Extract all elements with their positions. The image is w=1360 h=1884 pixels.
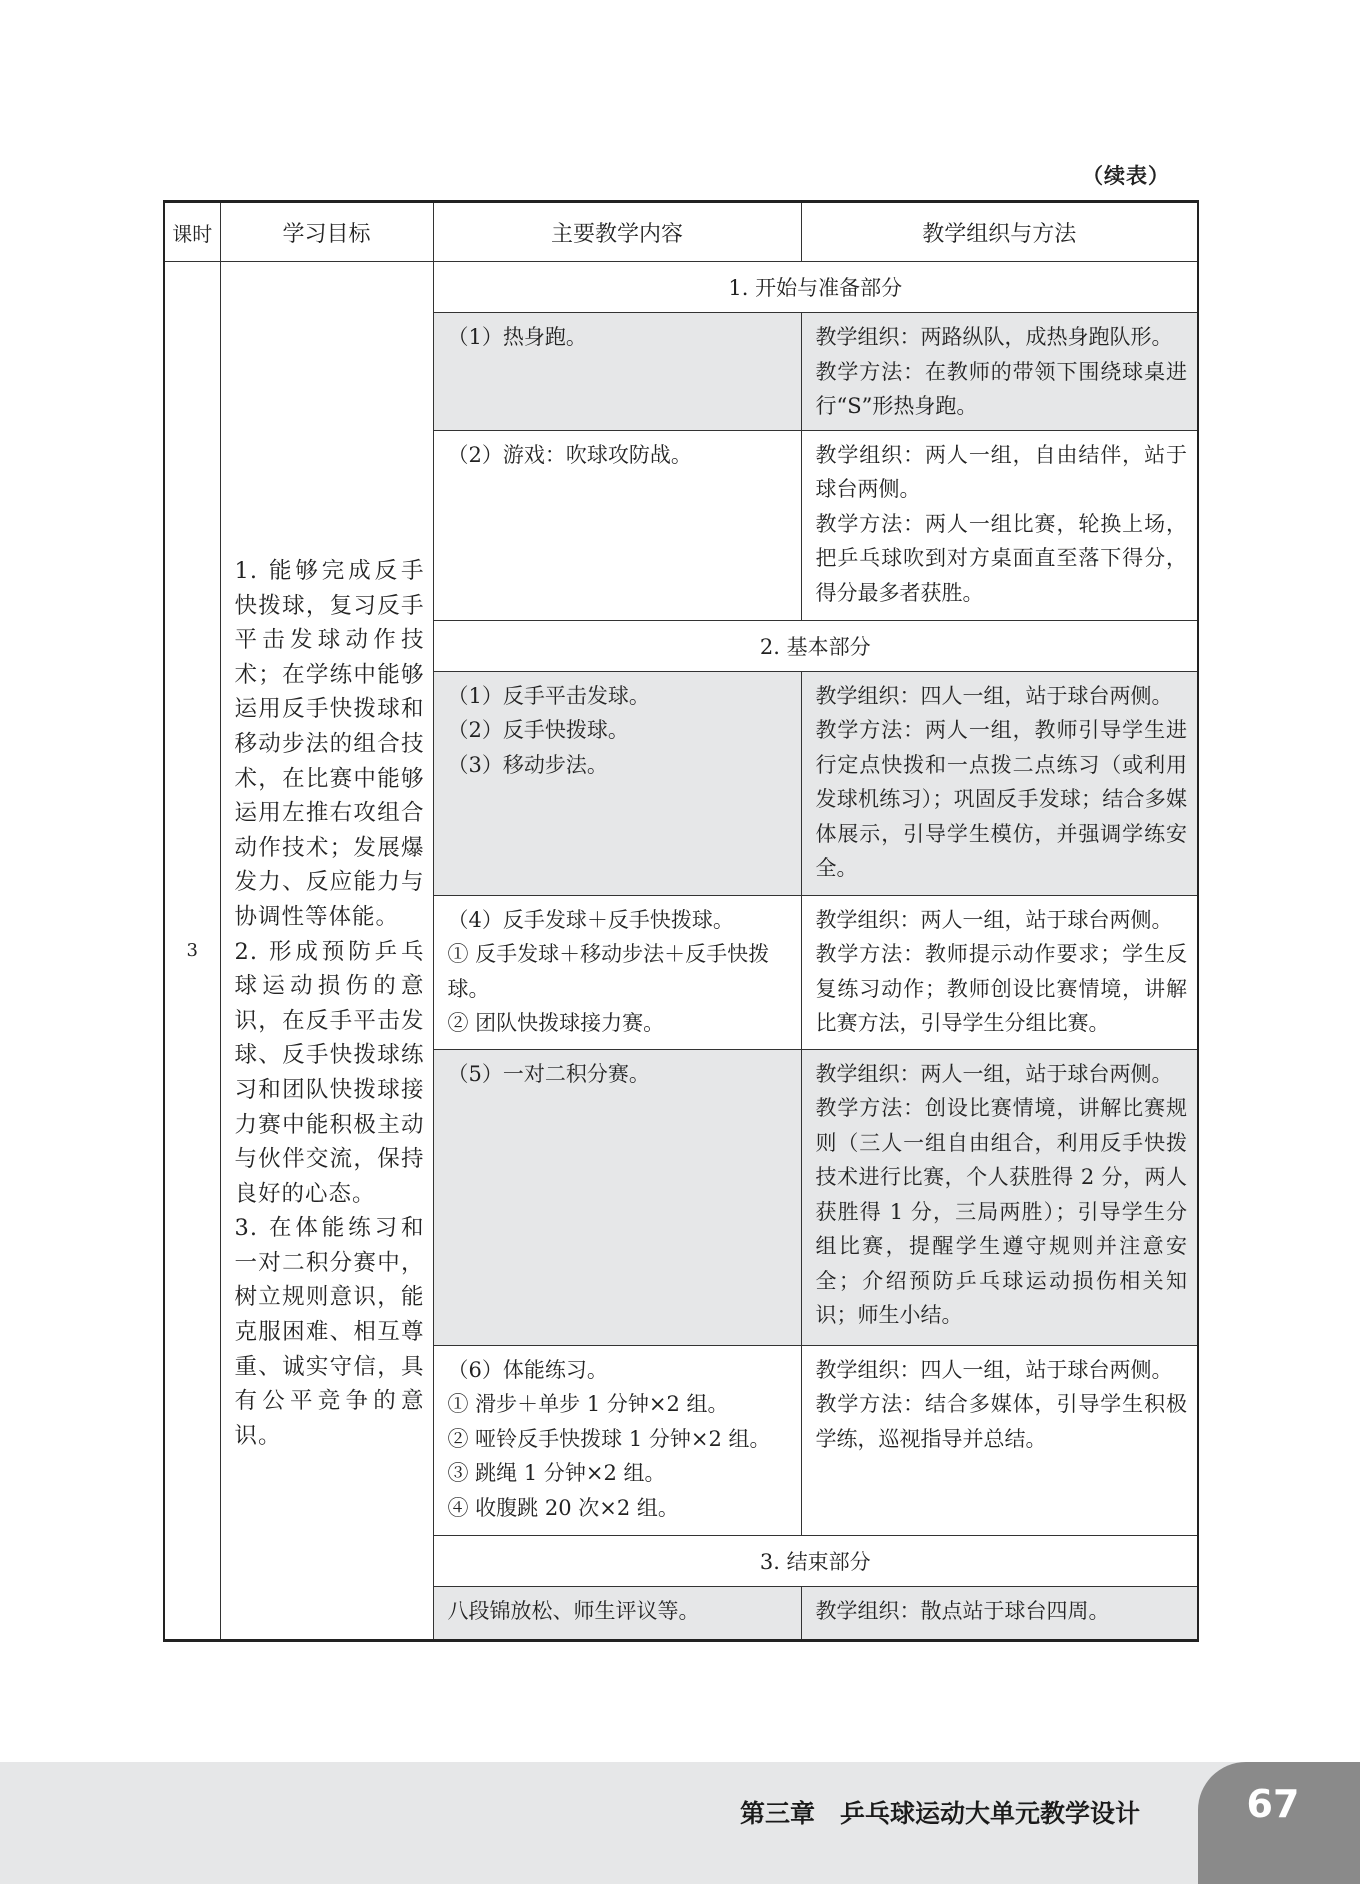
method-cell [801, 1586, 1198, 1640]
method-line: 教学方法：两人一组，教师引导学生进行定点快拨和一点拨二点练习（或利用发球机练习）；巩固反手发球；结合多媒体展示，引导学生模仿，并强调学练安全。 [815, 718, 1187, 880]
table-header-row [164, 202, 1198, 262]
method-line: 教学方法：结合多媒体，引导学生积极学练，巡视指导并总结。 [815, 1392, 1187, 1451]
lesson-number: 3 [164, 262, 220, 1641]
content-line: （3）移动步法。 [447, 752, 608, 777]
lesson-plan-table [163, 200, 1199, 1642]
section-row [164, 262, 1198, 313]
content-line: ② 哑铃反手快拨球 1 分钟×2 组。 [447, 1426, 771, 1451]
goal-item: 3. 在体能练习和一对二积分赛中，树立规则意识，能克服困难、相互尊重、诚实守信，具有公平竞争的意识。 [234, 1215, 425, 1449]
goal-item: 2. 形成预防乒乓球运动损伤的意识，在反手平击发球、反手快拨球练习和团队快拨球接力赛中能积极主动与伙伴交流，保持良好的心态。 [234, 938, 425, 1207]
method-cell [801, 313, 1198, 431]
content-line: 八段锦放松、师生评议等。 [447, 1598, 700, 1623]
content-cell [433, 1345, 801, 1535]
goal-item: 1. 能够完成反手快拨球，复习反手平击发球动作技术；在学练中能够运用反手快拨球和移动步法的组合技术，在比赛中能够运用左推右攻组合动作技术；发展爆发力、反应能力与协调性等体能。 [234, 558, 425, 930]
learning-goals [220, 262, 433, 1641]
method-cell [801, 430, 1198, 620]
content-line: （1）反手平击发球。 [447, 683, 650, 708]
header-lesson: 课时 [164, 202, 220, 262]
header-method: 教学组织与方法 [801, 202, 1198, 262]
method-line: 教学方法：教师提示动作要求；学生反复练习动作；教师创设比赛情境，讲解比赛方法，引导学生分组比赛。 [815, 942, 1187, 1035]
method-line: 教学组织：两路纵队，成热身跑队形。 [815, 325, 1173, 349]
content-line: ① 反手发球＋移动步法＋反手快拨球。 [447, 942, 770, 1001]
content-line: （2）游戏：吹球攻防战。 [447, 442, 692, 467]
content-line: （2）反手快拨球。 [447, 718, 629, 742]
content-line: （6）体能练习。 [447, 1357, 608, 1382]
content-line: ④ 收腹跳 20 次×2 组。 [447, 1495, 679, 1520]
method-cell [801, 671, 1198, 895]
method-line: 教学方法：在教师的带领下围绕球桌进行“S”形热身跑。 [815, 359, 1187, 418]
chapter-title: 第三章 乒乓球运动大单元教学设计 [739, 1799, 1140, 1828]
continued-label: （续表） [1082, 164, 1170, 188]
content-line: ② 团队快拨球接力赛。 [447, 1011, 665, 1035]
content-line: （4）反手发球＋反手快拨球。 [447, 907, 734, 932]
method-line: 教学方法：两人一组比赛，轮换上场，把乒乓球吹到对方桌面直至落下得分，得分最多者获胜。 [815, 511, 1187, 605]
section-title: 2. 基本部分 [433, 620, 1198, 671]
method-line: 教学方法：创设比赛情境，讲解比赛规则（三人一组自由组合，利用反手快拨技术进行比赛，个人获胜得 2 分，两人获胜得 1 分，三局两胜）；引导学生分组比赛，提醒学生遵守规则并注意安全；介绍预防乒乓球运动损伤相关知识；师生小结。 [815, 1096, 1187, 1327]
method-cell [801, 1049, 1198, 1345]
content-cell [433, 313, 801, 431]
method-line: 教学组织：四人一组，站于球台两侧。 [815, 1357, 1173, 1382]
content-line: ③ 跳绳 1 分钟×2 组。 [447, 1461, 666, 1485]
page-number: 67 [1246, 1782, 1300, 1826]
method-line: 教学组织：四人一组，站于球台两侧。 [815, 683, 1173, 708]
method-line: 教学组织：两人一组，站于球台两侧。 [815, 907, 1173, 932]
section-title: 3. 结束部分 [433, 1535, 1198, 1586]
section-title: 1. 开始与准备部分 [433, 262, 1198, 313]
content-cell [433, 1049, 801, 1345]
method-line: 教学组织：两人一组，自由结伴，站于球台两侧。 [815, 442, 1187, 501]
content-line: ① 滑步＋单步 1 分钟×2 组。 [447, 1392, 729, 1416]
method-cell [801, 1345, 1198, 1535]
content-cell [433, 1586, 801, 1640]
content-cell [433, 671, 801, 895]
method-line: 教学组织：散点站于球台四周。 [815, 1598, 1110, 1623]
content-line: （5）一对二积分赛。 [447, 1061, 650, 1086]
content-line: （1）热身跑。 [447, 325, 587, 349]
content-cell [433, 430, 801, 620]
footer-band [0, 1762, 1360, 1884]
method-cell [801, 895, 1198, 1049]
header-content: 主要教学内容 [433, 202, 801, 262]
content-cell [433, 895, 801, 1049]
method-line: 教学组织：两人一组，站于球台两侧。 [815, 1061, 1173, 1086]
header-goals: 学习目标 [220, 202, 433, 262]
